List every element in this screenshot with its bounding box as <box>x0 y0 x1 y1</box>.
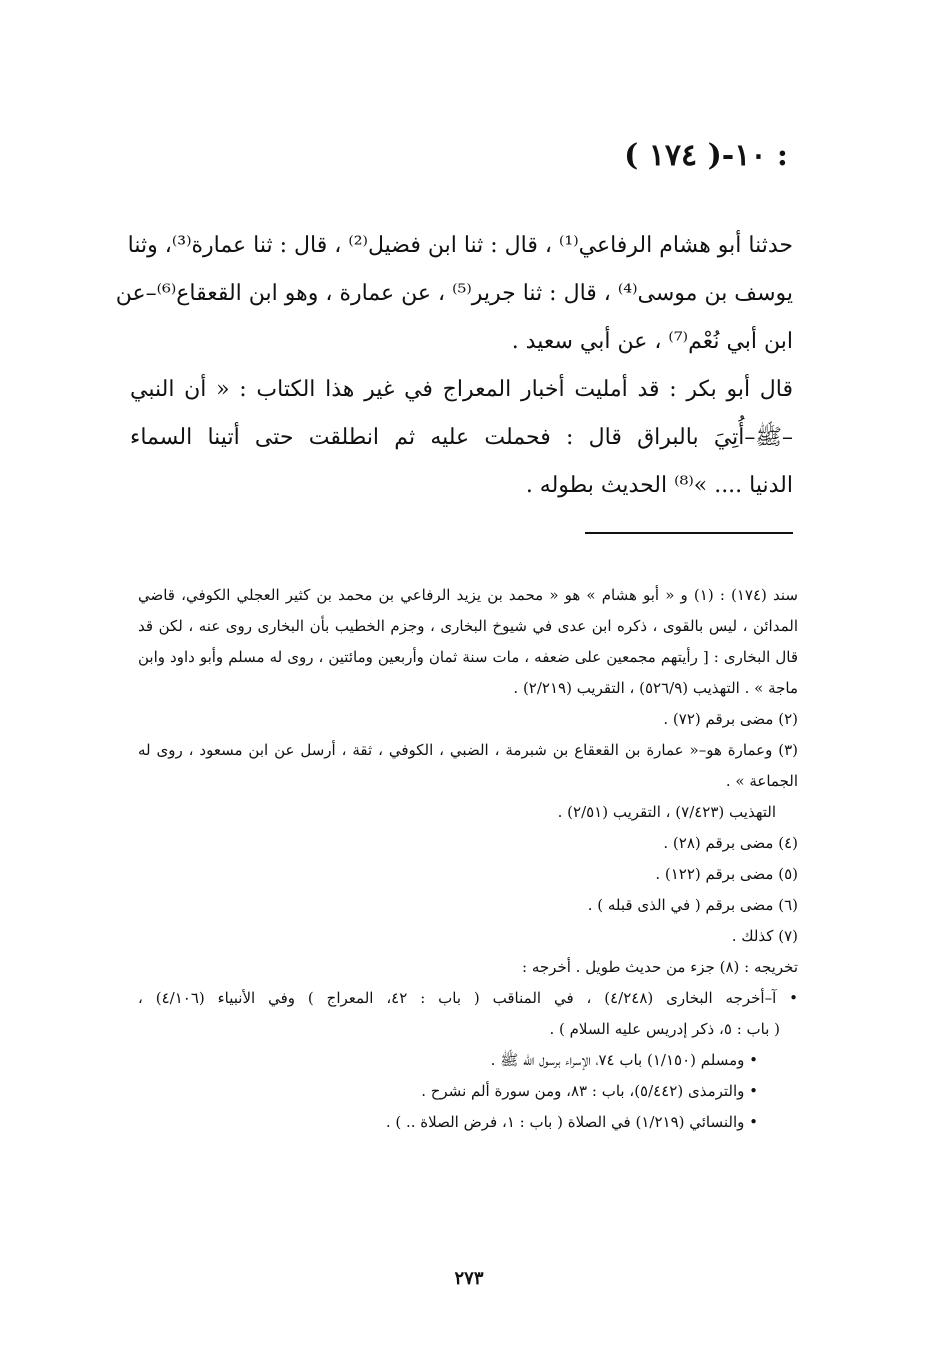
footnote-line: الجماعة » . <box>725 772 798 790</box>
footnote-line: • ومسلم (١/١٥٠) باب ٧٤، الإسراء برسول الله ﷺ . <box>490 1051 758 1069</box>
footnote-line: قال البخارى : [ رأيتهم مجمعين على ضعفه ، مات سنة ثمان وأربعين ومائتين ، روى له مسلم وأبو داود وابن <box>138 648 798 666</box>
matn-line: الدنيا .... »⁽⁸⁾ الحديث بطوله . <box>525 473 793 498</box>
footnote-line: • والنسائي (١/٢١٩) في الصلاة ( باب : ١، فرض الصلاة .. ) . <box>385 1113 758 1131</box>
isnad-line: حدثنا أبو هشام الرفاعي⁽¹⁾ ، قال : ثنا ابن فضيل⁽²⁾ ، قال : ثنا عمارة⁽³⁾، وثنا <box>127 233 793 258</box>
footnote-line: ( باب : ٥، ذكر إدريس عليه السلام ) . <box>549 1020 780 1038</box>
isnad-paragraph <box>115 222 793 366</box>
footnote-line: (٤) مضى برقم (٢٨) . <box>663 834 798 852</box>
footnote-line: (٣) وعمارة هو–« عمارة بن القعقاع بن شبرمة ، الضبي ، الكوفي ، ثقة ، أرسل عن ابن مسعود ، روى له <box>138 741 798 759</box>
footnote-divider <box>585 532 793 534</box>
footnote-line: المدائن ، ليس بالقوى ، ذكره ابن عدى في شيوخ البخارى ، وجزم الخطيب بأن البخارى روى عنه ، لكن قد <box>138 617 798 635</box>
matn-line: قال أبو بكر : قد أمليت أخبار المعراج في غير هذا الكتاب : « أن النبي <box>130 377 793 402</box>
isnad-line: يوسف بن موسى⁽⁴⁾ ، قال : ثنا جرير⁽⁵⁾ ، عن عمارة ، وهو ابن القعقاع⁽⁶⁾–عن <box>115 281 793 306</box>
footnote-line: (٢) مضى برقم (٧٢) . <box>663 710 798 728</box>
footnote-line: • والترمذى (٥/٤٤٢)، باب : ٨٣، ومن سورة ألم نشرح . <box>421 1082 758 1100</box>
footnote-line: سند (١٧٤) : (١) و « أبو هشام » هو « محمد بن يزيد الرفاعي بن محمد بن كثير العجلي الكوفي، قاضي <box>138 586 798 604</box>
footnote-line: ماجة » . التهذيب (٥٢٦/٩) ، التقريب (٢/٢١٩) . <box>513 679 798 697</box>
footnote-line: التهذيب (٧/٤٢٣) ، التقريب (٢/٥١) . <box>557 803 776 821</box>
footnotes-section <box>138 580 798 1138</box>
matn-line: –ﷺ–أُتِيَ بالبراق قال : فحملت عليه ثم انطلقت حتى أتينا السماء <box>130 425 793 450</box>
hadith-number-heading: ١٠-( ١٧٤ ) : <box>624 138 788 173</box>
footnote-line: (٦) مضى برقم ( في الذى قبله ) . <box>587 896 798 914</box>
matn-paragraph <box>130 366 793 510</box>
isnad-line: ابن أبي نُعْم⁽⁷⁾ ، عن أبي سعيد . <box>511 329 793 354</box>
footnote-line: • آ–أخرجه البخارى (٤/٢٤٨) ، في المناقب ( باب : ٤٢، المعراج ) وفي الأنبياء (٤/١٠٦) ، <box>138 989 798 1007</box>
footnote-line: (٥) مضى برقم (١٢٢) . <box>655 865 798 883</box>
page-number: ٢٧٣ <box>454 1268 484 1289</box>
footnote-line: (٧) كذلك . <box>731 927 798 945</box>
footnote-line: تخريجه : (٨) جزء من حديث طويل . أخرجه : <box>522 958 798 976</box>
